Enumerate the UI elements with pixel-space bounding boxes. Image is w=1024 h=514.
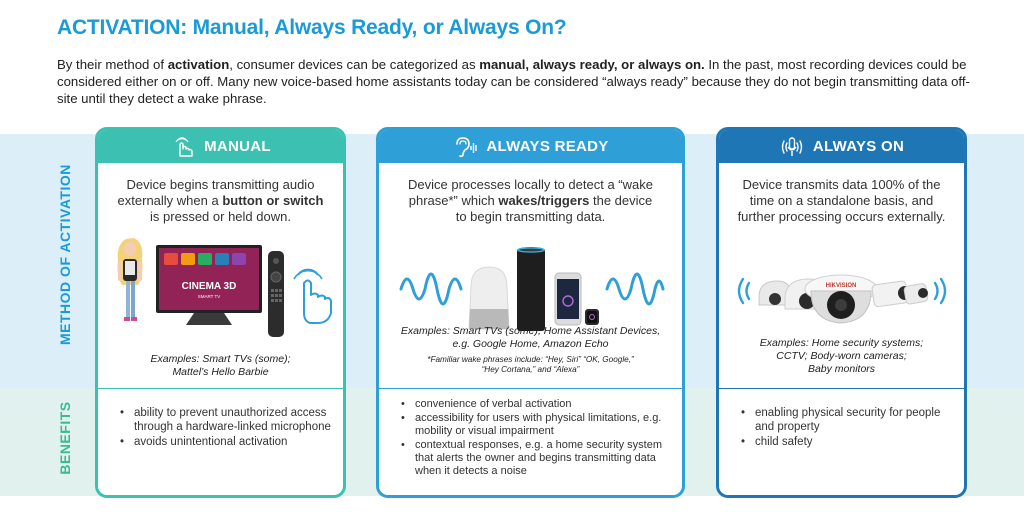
hand-press-icon <box>294 270 331 323</box>
signal-waves-icon <box>935 279 945 303</box>
camera-brand-text: HIKVISION <box>825 283 857 289</box>
divider <box>719 388 964 389</box>
intro-text: By their method of <box>57 57 168 72</box>
method-of-activation-label: METHOD OF ACTIVATION <box>57 164 73 345</box>
ear-sound-icon <box>452 136 478 158</box>
always-ready-benefits <box>379 398 682 479</box>
manual-method-area <box>98 163 343 388</box>
divider <box>98 388 343 389</box>
intro-bold: activation <box>167 57 230 72</box>
manual-heading: MANUAL <box>204 138 271 155</box>
microphone-icon <box>779 136 805 158</box>
always-on-benefits <box>719 406 964 450</box>
desc-text: the device to begin transmitting data. <box>455 193 653 224</box>
benefits-list <box>118 406 335 449</box>
desc-text: is pressed or held down. <box>150 209 291 224</box>
intro-paragraph <box>57 56 977 107</box>
barbie-doll-icon <box>118 238 143 321</box>
footnote-line: “Hey Cortana,” and “Alexa” <box>481 365 580 374</box>
desc-text: Device begins transmitting audio externally when a <box>117 177 315 208</box>
benefits-list <box>399 398 674 478</box>
manual-header <box>98 130 343 163</box>
remote-control-icon <box>268 251 284 337</box>
benefits-label: BENEFITS <box>57 401 73 475</box>
benefit-item: • ability to prevent unauthorized access through a hardware-linked microphone <box>118 406 335 434</box>
always-ready-method-area <box>379 163 682 388</box>
hand-touch-icon <box>170 136 196 158</box>
google-home-icon <box>469 267 509 329</box>
manual-benefits <box>98 406 343 450</box>
page-title: ACTIVATION: Manual, Always Ready, or Always On? <box>57 16 567 39</box>
examples-line: Mattel’s Hello Barbie <box>172 366 269 378</box>
always-on-card <box>716 127 967 498</box>
examples-line: e.g. Google Home, Amazon Echo <box>452 338 609 350</box>
security-cameras-icon <box>759 275 928 323</box>
benefits-list <box>739 406 956 449</box>
always-ready-card <box>376 127 685 498</box>
examples-line: CCTV; Body-worn cameras; <box>776 350 907 362</box>
desc-bold: button or switch <box>222 193 324 208</box>
always-on-description: Device transmits data 100% of the time on a standalone basis, and further processing occurs externally. <box>737 177 946 224</box>
intro-bold: manual, always ready, or always on. <box>479 57 705 72</box>
examples-line: Examples: Smart TVs (some); Home Assistant Devices, <box>400 325 661 337</box>
intro-text: In the past, most recording devices could be considered either on or off. Many new voice-based home assistants today can be considered “always ready” because they do not begin transmitting data off-site until they detect a wake phrase. <box>57 57 970 106</box>
benefit-item: • enabling physical security for people and property <box>739 406 956 434</box>
examples-line: Baby monitors <box>807 363 876 375</box>
benefit-item: • contextual responses, e.g. a home security system that alerts the owner and begins transmitting data when it detects a noise <box>399 439 674 478</box>
signal-waves-icon <box>739 279 749 303</box>
always-on-header <box>719 130 964 163</box>
manual-description <box>98 177 343 225</box>
benefit-item: • child safety <box>739 435 956 449</box>
manual-card <box>95 127 346 498</box>
always-ready-examples <box>379 325 682 351</box>
always-ready-heading: ALWAYS READY <box>486 138 609 155</box>
sound-wave-icon <box>607 274 663 304</box>
desc-text: Device processes locally to detect a “wake phrase*” which <box>408 177 653 208</box>
tv-sub-text: SMART TV <box>197 294 221 299</box>
smartphone-icon <box>555 273 581 325</box>
always-ready-description <box>379 177 682 225</box>
sound-wave-icon <box>401 274 461 304</box>
intro-text: , consumer devices can be categorized as <box>229 57 480 72</box>
footnote-line: *Familiar wake phrases include: “Hey, Siri” “OK, Google,” <box>427 355 634 364</box>
desc-bold: wakes/triggers <box>498 193 590 208</box>
benefit-item: • accessibility for users with physical limitations, e.g. mobility or visual impairment <box>399 412 674 438</box>
always-on-heading: ALWAYS ON <box>812 138 905 155</box>
examples-line: Examples: Smart TVs (some); <box>150 353 291 365</box>
smartwatch-icon <box>585 309 599 325</box>
smart-tv-icon <box>156 245 262 325</box>
always-ready-header <box>379 130 682 163</box>
tv-brand-text: CINEMA 3D <box>181 281 237 292</box>
wake-phrase-footnote <box>379 355 682 375</box>
examples-line: Examples: Home security systems; <box>759 337 924 349</box>
always-on-method-area <box>719 163 964 388</box>
benefit-item: • avoids unintentional activation <box>118 435 335 449</box>
always-on-examples <box>719 337 964 376</box>
manual-examples <box>98 353 343 379</box>
manual-devices-illustration <box>112 231 334 343</box>
amazon-echo-icon <box>517 247 545 331</box>
benefit-item: • convenience of verbal activation <box>399 398 674 411</box>
always-on-devices-illustration <box>729 251 955 341</box>
divider <box>379 388 682 389</box>
